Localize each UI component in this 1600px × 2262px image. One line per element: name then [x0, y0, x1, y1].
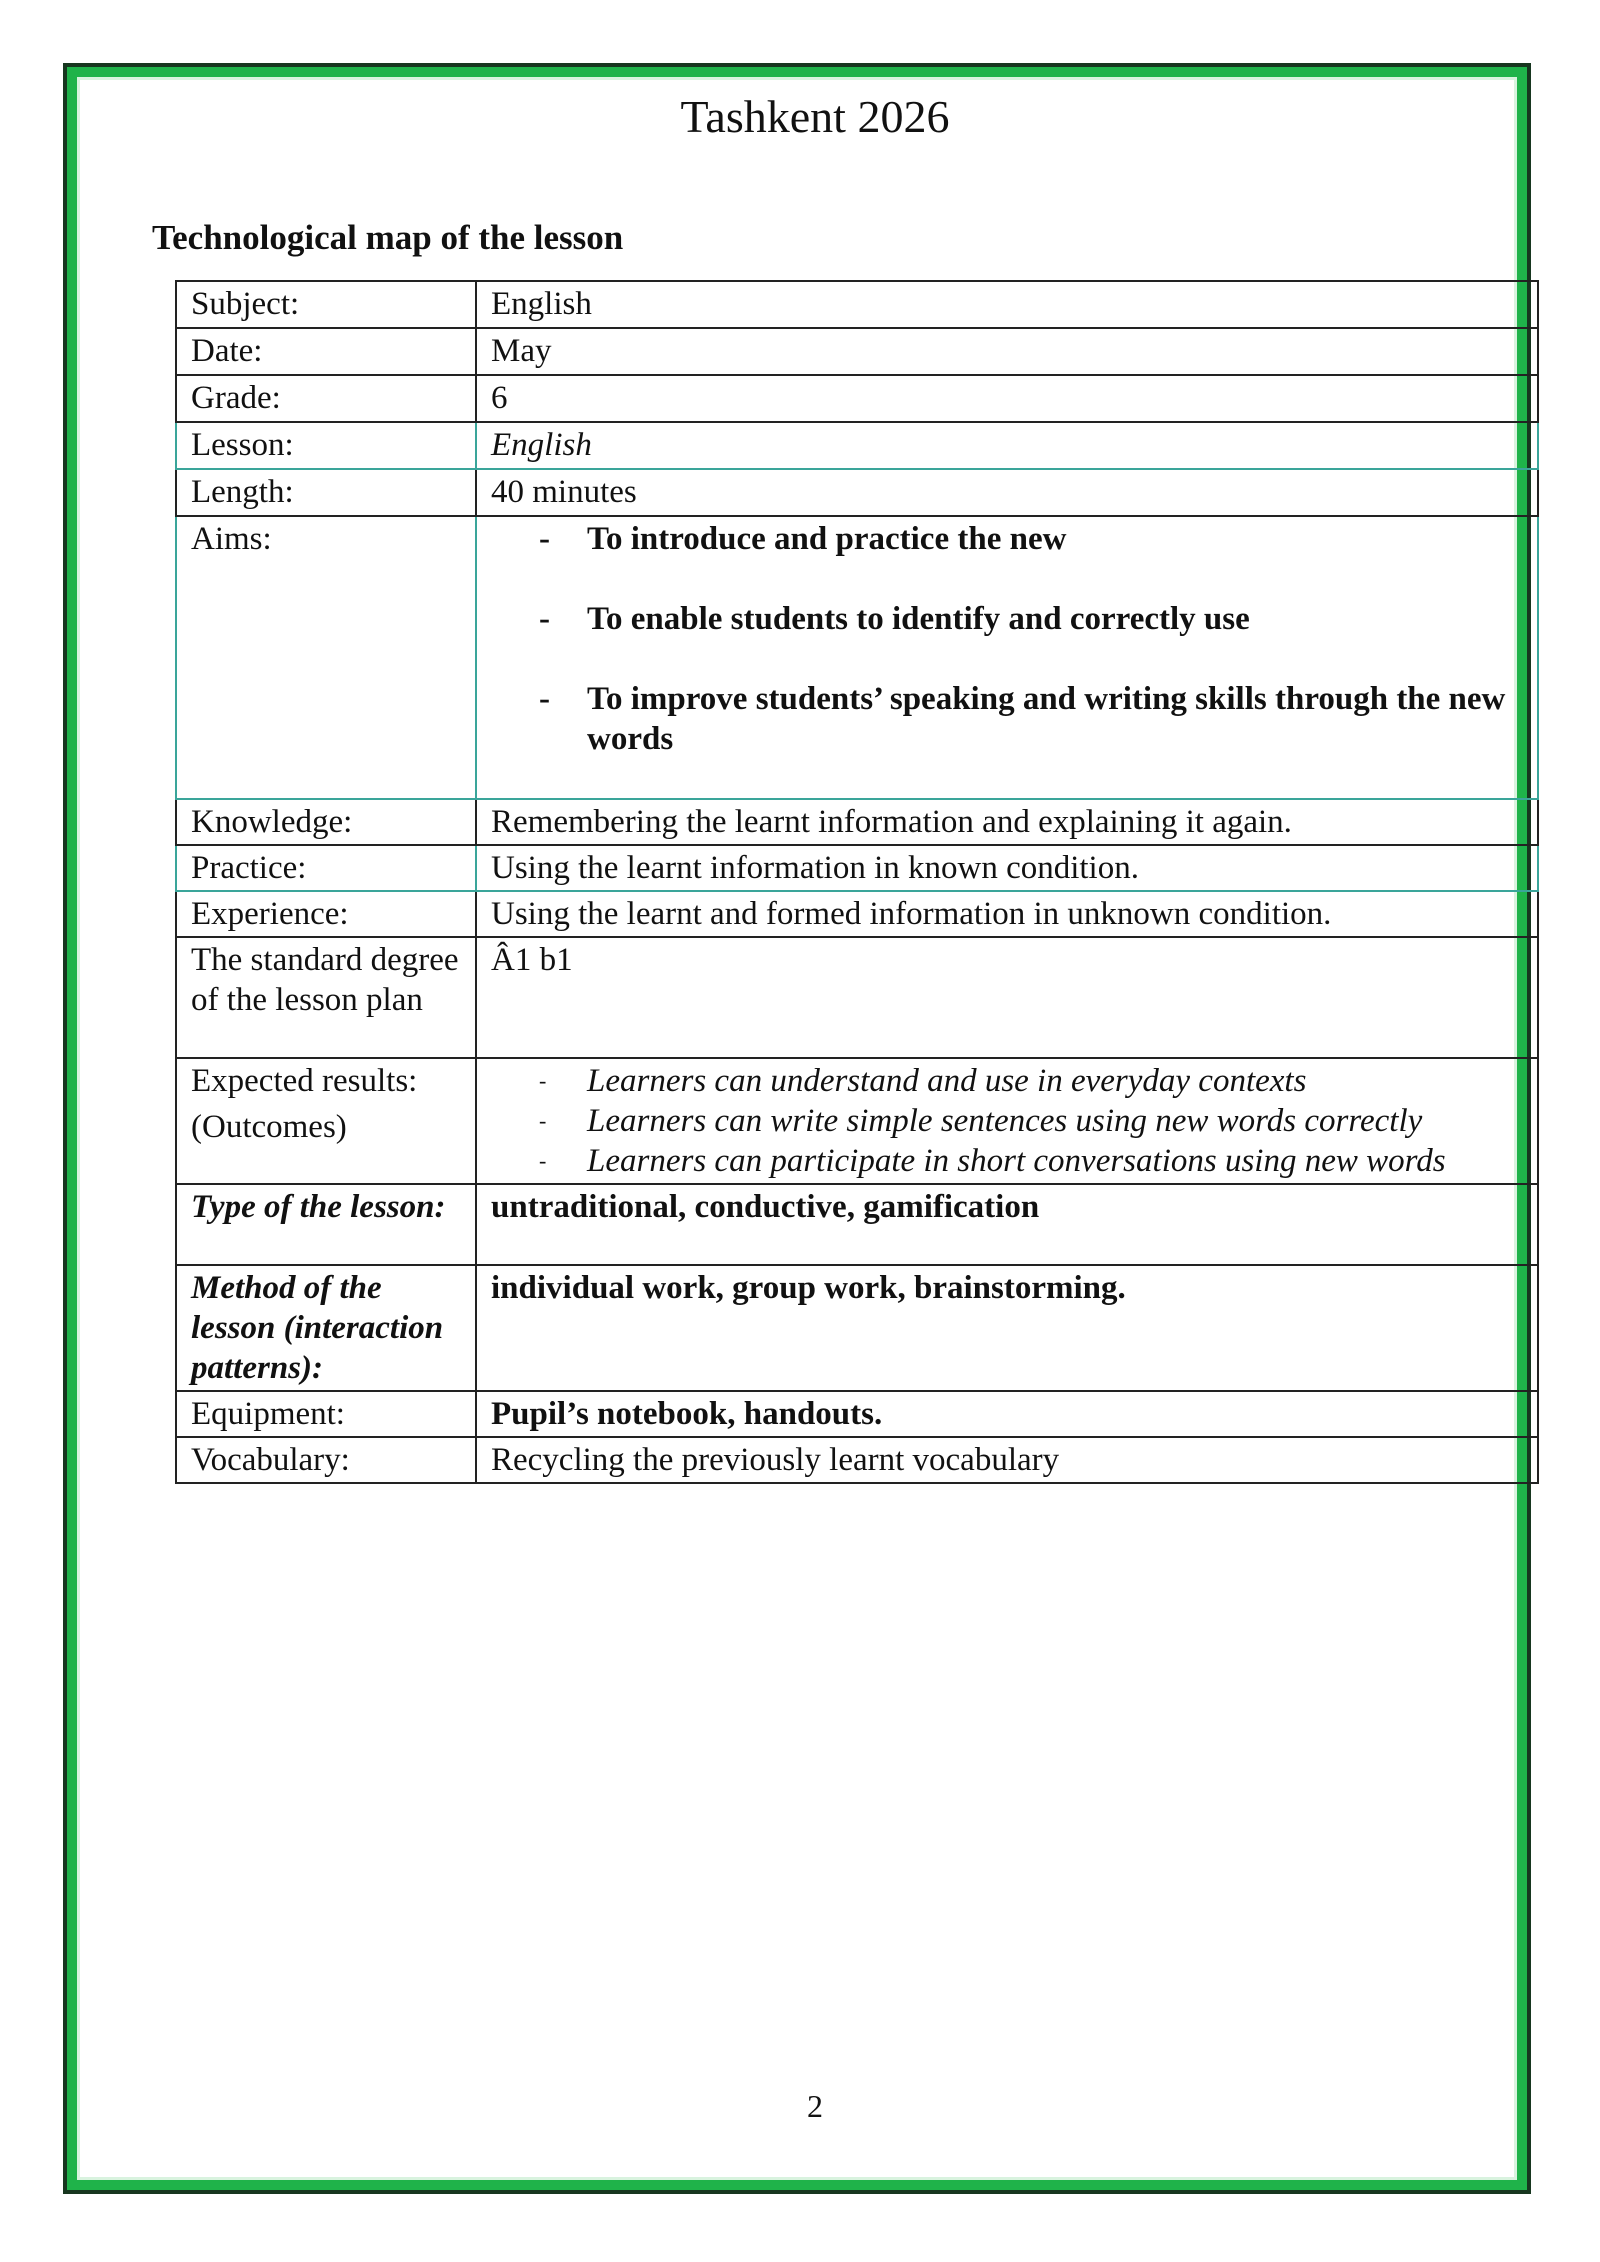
table-row-subject — [176, 281, 1538, 328]
outcome-text: Learners can participate in short conversations using new words — [587, 1143, 1446, 1179]
label-lesson: Lesson: — [176, 422, 476, 469]
outcome-text: Learners can understand and use in everyday contexts — [587, 1063, 1307, 1099]
label-knowledge: Knowledge: — [176, 799, 476, 845]
label-type: Type of the lesson: — [176, 1184, 476, 1265]
label-outcomes-line2: (Outcomes) — [191, 1109, 347, 1145]
document-title: Technological map of the lesson — [152, 218, 624, 257]
aim-text: To enable students to identify and correctly use — [587, 601, 1250, 637]
value-subject: English — [476, 281, 1538, 328]
table-row-date — [176, 328, 1538, 375]
aim-text: To introduce and practice the new — [587, 521, 1067, 557]
aim-item: - To improve students’ speaking and writing skills through the new words — [539, 681, 1506, 757]
table-row-length — [176, 469, 1538, 516]
value-type: untraditional, conductive, gamification — [476, 1184, 1538, 1265]
label-equipment: Equipment: — [176, 1391, 476, 1437]
value-grade: 6 — [476, 375, 1538, 422]
label-experience: Experience: — [176, 891, 476, 937]
label-vocabulary: Vocabulary: — [176, 1437, 476, 1483]
value-vocabulary: Recycling the previously learnt vocabulary — [476, 1437, 1538, 1483]
value-experience: Using the learnt and formed information in unknown condition. — [476, 891, 1538, 937]
value-equipment: Pupil’s notebook, handouts. — [476, 1391, 1538, 1437]
value-standard: Â1 b1 — [476, 937, 1538, 1058]
label-method: Method of the lesson (interaction patterns): — [176, 1265, 476, 1391]
value-outcomes — [476, 1058, 1538, 1184]
table-row-method — [176, 1265, 1538, 1391]
value-length: 40 minutes — [476, 469, 1538, 516]
table-row-type — [176, 1184, 1538, 1265]
table-row-lesson — [176, 422, 1538, 469]
label-standard: The standard degree of the lesson plan — [176, 937, 476, 1058]
label-outcomes — [176, 1058, 476, 1184]
page-number: 2 — [807, 2088, 823, 2124]
outcomes-list — [491, 1061, 1525, 1181]
table-row-vocabulary — [176, 1437, 1538, 1483]
table-row-practice — [176, 845, 1538, 891]
label-grade: Grade: — [176, 375, 476, 422]
table-row-outcomes — [176, 1058, 1538, 1184]
value-knowledge: Remembering the learnt information and explaining it again. — [476, 799, 1538, 845]
lesson-map-table — [175, 280, 1539, 1484]
page-header: Tashkent 2026 — [680, 91, 950, 142]
label-aims: Aims: — [176, 516, 476, 799]
label-subject: Subject: — [176, 281, 476, 328]
table-row-standard — [176, 937, 1538, 1058]
table-row-grade — [176, 375, 1538, 422]
outcome-item: - Learners can write simple sentences using new words correctly — [539, 1103, 1423, 1139]
value-date: May — [476, 328, 1538, 375]
aim-item: - To enable students to identify and correctly use — [539, 601, 1250, 637]
value-lesson: English — [476, 422, 1538, 469]
value-aims — [476, 516, 1538, 799]
aims-list — [491, 519, 1525, 759]
aim-item: - To introduce and practice the new — [539, 521, 1067, 557]
table-row-experience — [176, 891, 1538, 937]
aim-text: To improve students’ speaking and writing skills through the new words — [587, 681, 1506, 757]
label-date: Date: — [176, 328, 476, 375]
outcome-item: - Learners can understand and use in everyday contexts — [539, 1063, 1307, 1099]
table-row-aims — [176, 516, 1538, 799]
outcome-text: Learners can write simple sentences using new words correctly — [587, 1103, 1423, 1139]
value-method: individual work, group work, brainstorming. — [476, 1265, 1538, 1391]
table-row-knowledge — [176, 799, 1538, 845]
label-practice: Practice: — [176, 845, 476, 891]
outcome-item: - Learners can participate in short conversations using new words — [539, 1143, 1446, 1179]
table-row-equipment — [176, 1391, 1538, 1437]
label-length: Length: — [176, 469, 476, 516]
label-outcomes-line1: Expected results: — [191, 1063, 418, 1099]
value-practice: Using the learnt information in known condition. — [476, 845, 1538, 891]
